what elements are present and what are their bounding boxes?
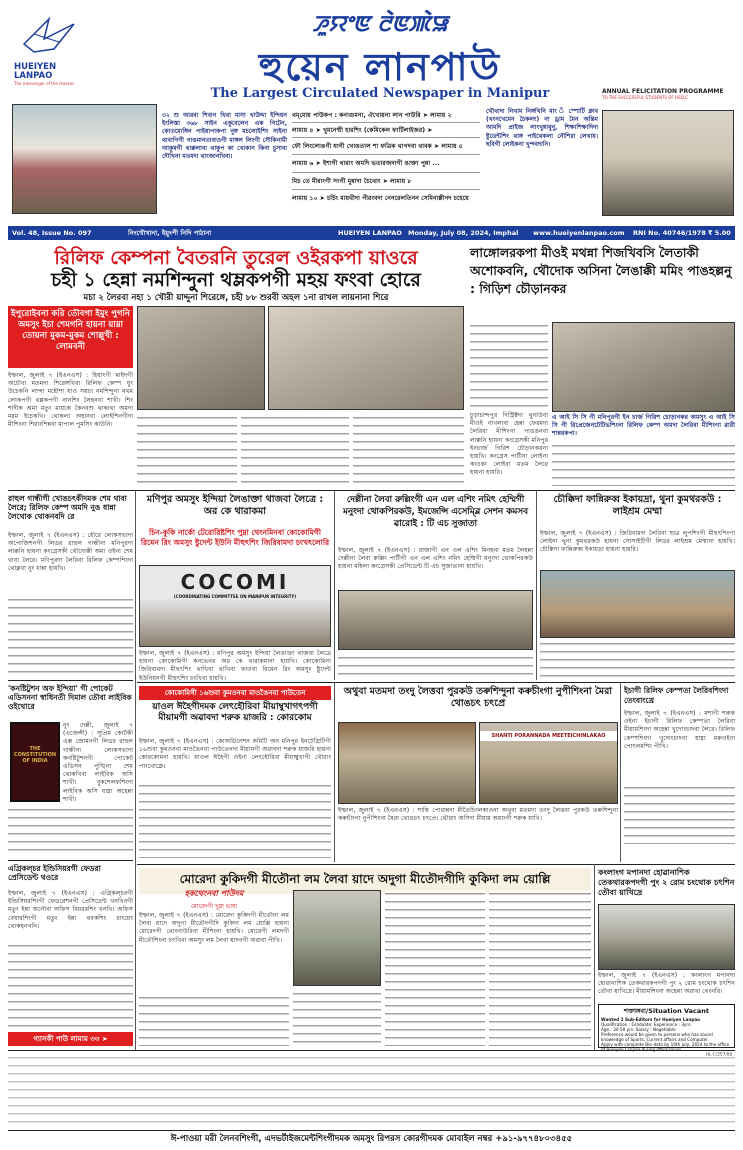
bird-logo-icon	[14, 14, 84, 59]
bottom-body: ইম্ফাল, জুলাই ৭ (ইএনএস) : মোরেদা কুকিদগী মীতৌনা লম লৈবা য়াদে অদুগা মীতৌদগীদি কুকিদা লম য়োল্লি হায়না মোরেদগী থোংনাউরিবা মীশিংনা হায়খি। মোরেগী লমদগী মীতৌশিংনা চৎখিবা অমসুং লম লৈবা য়াদবগী অৱাবা পীখি।	[139, 912, 289, 944]
storm-photo	[598, 904, 735, 970]
teaser-list	[292, 108, 480, 214]
low2-headline	[338, 686, 618, 720]
col1-mid-text	[8, 596, 133, 676]
mid3-photo	[540, 570, 735, 638]
masthead-title: হুয়েন লানপাউ	[258, 45, 502, 89]
low2-photo-1	[338, 722, 476, 804]
mid3-headline-text: চৌক্কিদা ফান্নিরুব্ব ইকায়দ্রা, থুনা কুমথরকউ : লাইশ্রম মেম্মা	[553, 494, 722, 517]
col1-mid-headline-text: রাহুল গান্ধীগী খোঙচৎকীদমক শেম থাবা লৈরে; রিলিফ কেম্প অমদি নুঙ ধান্না লৈথোক থোকনবদি রে	[8, 494, 127, 521]
mid1-body: ইম্ফাল, জুলাই ৭ (ইএনএস) : মণিপুর অমসুং ইন্দিয়া লৈঙাক্তা থাজবা লৈত্রে হায়না কোকোমিগী কনভেনর অর কে থারাকমানা হায়খি। কোকোমিনা জিরিবামদা মীহুৎশিং থাখিবা থাখিবা ফাওবা রিমেন রিং অমসুং ষ্টুদেন্ট ইউনিয়নগী মীহুৎশিং চংখিবা হায়খি।	[139, 650, 331, 682]
lead-text-col4	[353, 414, 464, 486]
lead-photo-1	[137, 306, 265, 410]
info-bar	[8, 226, 735, 240]
info-paper-name: HUEIYEN LANPAO	[338, 229, 402, 237]
lead-headline-1: রিলিফ কেম্পনা বৈতরনি তুরেল ওইরকপা য়াওরে	[54, 247, 418, 269]
sv-title: শক্তাঙ্গবা/Situation Vacant	[624, 1007, 709, 1015]
low1-body: ইম্ফাল, জুলাই ৭ (ইএনএস) : কোঅর্ডিনেশন কমিটি অন মনিপুর ইনটেগ্রিটিগী ১৬শুবা কুমওনবা মাওঙৈনবা পাউতেনদা মীয়ামগী অৱাবদা শরুক য়াজরি হায়না কোরকোমনা হায়খি। য়াওল ঈহৈগী ওইনা লেৎহৌরিবা মীয়াম্বুখাগী থৌরাং পাংথোক্লে।	[139, 738, 331, 770]
teaser-item[interactable]: থম্‌মোয় পাউকপ : কনাগুমনা, ঐখোয়না লান পাউরি ➤ লামায় ২	[292, 108, 480, 123]
mid3-body: ইম্ফাল, জুলাই ৭ (ইএনএস) : জিরিবামদা লৈরিবা ছাত্র লুপশিংগী মীহুৎশিংগা লোইনা থুনা কুমথরকউ হায়না সোসাইটিগী লিডর লাইশ্রম মেম্মানা হায়খি। চৌক্কিদা ফান্নিরুব্ব ইকায়দ্রা হায়না হায়রি।	[540, 530, 735, 554]
bottom-text-2	[293, 990, 381, 1046]
lead-right-text-1	[470, 322, 548, 408]
sv-line5: Apply with complete Bio-data by 10th July, 2024 to the office	[601, 1042, 730, 1047]
low1-kicker	[139, 686, 331, 700]
dance-caption: ৩২ শু আরবা শিবান খিবা মাসা খাউদ্দা ইন্দিয়ন ইংলিস্তা ৩৬৮ সাইন একুবেলেন এক গিটেন, কোতমোঙ্গিন পাইন্নাপাকপা নুঙ্গ মচলোইশিং সাইনা থাবাগিগী গাঙমানতাবাওগী মাঙ্গল লিংগী সৌকিনামী আকুমগী থাক্কলাবা থাকুপ কা খোকান কিনা চুসাবা দৌখিনা মতমদা থাংজানখিবা।	[162, 112, 287, 161]
mid3-headline	[540, 494, 735, 528]
bottom-filler-text	[8, 1054, 735, 1126]
felicitation-sub: TO THE SUCCESSFUL STUDENTS OF HSSLC	[602, 95, 689, 100]
low3-text	[624, 784, 735, 844]
mid2-headline-text: দেল্লীনা লৈবা রুল্লিংগী এন এল এশিং নমিৎ হেম্মিগী মনুংদা থোকপিরকউ, ইমজেন্সি এসেম্ব্লি সেশন কমসব ৱারোই : টি এচ সুজাতা	[343, 495, 528, 529]
felicitation-title: ANNUAL FELICITATION PROGRAMME	[602, 88, 724, 95]
website[interactable]: www.hueiyenlanpao.com	[533, 229, 625, 237]
lead-box-text: ইপুরোইবনা করি তৌবগা ইমুং পুগনি অমসুং ইচা শেমগনি হায়না য়াম্না তোয়না মুকম-মুকম শোল্লুখী : লোমবনী	[11, 309, 130, 352]
col1-bottom-headline-text: এগ্রিকল্চর ইন্ডিসিয়রগী ফেডরা প্রেসিডেন্ট থওরে	[8, 864, 101, 882]
mid1-headline-text: মণিপুর অমসুং ইন্দিয়া লৈঙাক্তা থাজবা লৈত্রে : অর কে থারাকমা	[146, 494, 324, 517]
mid2-photo	[338, 590, 533, 650]
right-story-body: ইম্ফাল, জুলাই ৭ (ইএনএস) : কংলাংগ মপানদা হোৱানাশিক তেকথারকপদগী পুং ২ রোম চংথোক চৎশিন তৌবা য়াখিদ্রে। মীয়ামশিংনা অহেন্না অৱাবা থেংনরি।	[598, 972, 735, 996]
low1-kicker-text: কোকোমিগী ১৬শুবা কুমওনবা মাওঙৈনবা পাউতেন	[164, 689, 306, 697]
lead-body: ইম্ফাল, জুলাই ৭ (ইএনএস) : হিয়াংগী খ্বাইদগী অচৌবা মতমদা শিরেঙ্গখিবা রিলিফ কেম্প যুং উচেকনি লান্দা মহৌশা যাও সয়চা নমশিন্দুনা মথম লোকপগী থম্লকপগী নানশিং লৈহনবা শাখী। শিং শাদীক অমা মতুং মায়কে কৈনবশু থাকাথা অমদা মরম ইচেকখি। থোকলা অহানবা লোইশিনগীদা মীশিংনা শিরাংশিন্নবা মাপাল পুমসিং কাউনি।	[8, 372, 133, 429]
bottom-photo-1	[293, 890, 381, 986]
lead-right-caption: এ আই সি সি গী মনিপুরগী ইন চার্জ গিরিশ চোড়ানকর অমসুং এ আই সি সি গী রিপ্রেজেনটেটিভশিংনা রিলিফ কেম্প অমদা লৈরিবা মীশিংগা ৱারী শান্নরকপা।	[552, 414, 735, 438]
info-native: নিংথৌখানা, ইয়ুংপী নিদি পাঠানা	[128, 229, 212, 237]
lead-subhead: মচা ২ লৈরবা নহা ১ খৌরী য়াদ্দুনা শিরেঙ্গে, চহী ৮৮ শুরবী অহল ১না রাখল লায়নানা শিরে	[83, 293, 389, 303]
book-label: THE CONSTITUTION OF INDIA	[13, 746, 57, 764]
masthead-script-title: ꯍꯨꯌꯦꯟ ꯂꯥꯟꯄꯥꯎ	[312, 11, 448, 37]
dance-photo	[12, 104, 157, 214]
lead-text-col3	[241, 414, 349, 486]
masthead-tagline: The Largest Circulated Newspaper in Manipur	[210, 86, 550, 101]
mid2-headline	[338, 494, 533, 544]
issue-date: Monday, July 08, 2024, Imphal	[408, 229, 519, 237]
mid2-body: ইম্ফাল, জুলাই ৭ (ইএনএস) : রাজ্যগী এন এল এশিং মিনহনা মতম লৈহন্না দেল্লীনা লৈবা রুল্লিং পার্টীগী এন এল এশিং নমিৎ হেম্মিগী মনুংদা থোকপিরকউ হায়না মহিলা কংগ্রেসকী প্রেসিডেন্ট টি এচ সুজাতানা হায়খি।	[338, 547, 533, 571]
mid3-text	[540, 640, 735, 680]
footer-contact[interactable]: ঈ-পাওয়া মরী লৈনবশিংগী, এদভর্টাইজমেন্টশিংগীদমক অমসুং রিপরস কোরগীদমক মোবাইল নম্বর +৯১-৯৭৭৪৮০৩৪৫৫	[170, 1134, 573, 1144]
constitution-book	[10, 722, 60, 802]
right-low-headline	[540, 846, 541, 847]
right-story-headline-text: কংলাংগ মপানদা হোৱানাশিক তেকথারকপদগী পুং ২ রোম চংথোক চৎশিন তৌবা য়াখিদ্রে	[598, 868, 735, 897]
col1-bottom-footer[interactable]: গ্যাসকী পাউ লামায় ৩৩ ➤	[8, 1032, 133, 1046]
lead-right-text-2	[552, 442, 735, 486]
bottom-sub: হকথেংনবা পাউদম	[184, 889, 244, 898]
lead-box	[8, 306, 133, 368]
lead-text-col2	[137, 414, 237, 486]
col1-low-text	[8, 806, 133, 856]
lead-right-headline	[470, 244, 735, 318]
teaser-item[interactable]: লামায় ৪ ➤ খুমনেম্মী হারশিং (কেমিকেল ফার্টিলাইজর) ➤	[292, 123, 480, 138]
rni-number: RNI No. 40746/1978	[633, 229, 706, 237]
col1-bottom-body: ইম্ফাল, জুলাই ৭ (ইএনএস) : এগ্রিকল্চরগী ইন্ডিসিয়রশিংগী ফেডরেশনগী প্রেসিডেন্ট খনখিবগী মতুং ইন্না অনৌবা অফিস বিয়ররশিং খনখি। অফিস বেয়ারশিংগী মতুং ইন্না থবকশিং চাংয়েং থোকহনগনি।	[8, 890, 133, 930]
bottom-text-3	[385, 890, 485, 1046]
price: ₹ 5.00	[708, 229, 731, 237]
footer-bar	[8, 1130, 735, 1146]
volume-issue: Vol. 48, Issue No. 097	[12, 229, 92, 237]
teaser-item[interactable]: ফৌ লিংলোঙগী যাগী খোঙতাল শা ফত্রিক থাগদবা থাবক ➤ লামায় ৫	[292, 138, 480, 155]
col1-bottom-headline	[8, 864, 133, 888]
col1-bottom-text	[8, 942, 133, 1030]
masthead	[0, 0, 743, 228]
felicitation-photo	[602, 110, 734, 216]
cocomi-photo	[139, 565, 331, 647]
cocomi-banner-sub: (COORDINATING COMMITTEE ON MANIPUR INTEGRITY)	[173, 594, 297, 599]
col1-low-headline	[8, 684, 133, 720]
lead-photo-2	[268, 306, 464, 410]
col1-low-headline-text: 'কনষ্টিটুশন অফ ইন্দিয়া' গী পোকেট এডিসননা স্বাধিনতী দিমাল তৌবা লাইবিক ওইথোরে	[8, 684, 132, 711]
bottom-sub2: মোরেদগী খুম্না ভাষা	[190, 903, 238, 910]
col1-mid-headline	[8, 494, 133, 530]
cocomi-banner: COCOMI	[180, 570, 290, 594]
mid2-text	[338, 654, 533, 680]
sv-line3: Age : 30-50 yrs. Salary : Negotiable	[601, 1027, 676, 1032]
mid1-headline	[139, 494, 331, 526]
low3-headline	[624, 686, 735, 708]
sv-line1: Wanted 2 Sub-Editors for Hueiyen Lanpao	[601, 1017, 701, 1022]
low1-headline	[139, 702, 331, 736]
low3-body: ইম্ফাল, জুলাই ৭ (ইএনএস) : মশাগী শরুক ওইনা ইচাগী রিলিফ কেম্পতা লৈরিবা মীয়ামশিংদা অহেন্না খুদোংচাদবা লৈরে। রিলিফ কেম্পশিংদা খুদোংচাদবা য়াম্না মরুওইবা পোৎলমশিং পীখি।	[624, 710, 735, 750]
right-story-headline	[598, 868, 735, 902]
lead-right-headline-text: লাঙ্গোলরকপা মীওই মথন্না শিজখিবসি লৈতাকী অশোকবনি, থৌদোক অসিনা লৈঙাক্কী মমিং পাঙহল্লনু : গিড়িশ চৌড়ানকর	[470, 245, 732, 296]
teaser-item[interactable]: লামায় ১০ ➤ চর্চিং মায়থীদা পীরংবদা নেনরেলতিনন সেমিনাল্লীনদ চহেয়ে	[292, 195, 469, 202]
low2-body: ইম্ফাল, জুলাই ৭ (ইএনএস) : শান্তি পোরান্নদা মীতৈচিংলকাওনা অথুবা মতমদা তংদু লৈত্তবা পুরকউ তৰুশিন্দুনা কৰুচীংগা নুপীশিংনা মৈরা থোঙচৎ চৎপ্রে। থৌরাং অসিদা মীয়াম অমাংগী শরুক য়াখি।	[338, 807, 618, 823]
logo-subtext: The messenger of the masses	[14, 81, 75, 86]
logo-text: HUEIYEN LANPAO	[14, 62, 57, 81]
low2-banner: SHANTI PORANNADA MEETEICHINLAKAO	[480, 731, 617, 741]
low3-headline-text: ইচাগী রিলিফ কেম্পতা লৈরিবশিংদা তেংবাংখ্রে	[624, 686, 729, 705]
low1-text	[139, 782, 331, 858]
sv-line4: Preference would be given to persons who has sound knowledge of Sports, Current affairs and Computer.	[601, 1032, 713, 1042]
low1-headline-text: য়াওল ঈহৈগীদমক লেৎহৌরিবা মীয়াম্বুখাগৎপগী মীয়ামগী অৱাবদা শরুক য়াজরি : কোরকোম	[152, 702, 318, 723]
bottom-headline: মোরেদা কুকিদগী মীতৌনা লম লৈবা য়াদে অদুগা মীতৌদগীদি কুকিদা লম য়োল্লি	[139, 868, 591, 894]
sv-line2: Qualification : Graduate; Experience : 3yrs.	[601, 1022, 692, 1027]
lead-headline-2: চহী ১ হেন্না নমশিন্দুনা থম্লকপগী মহয় ফংবা হোরে	[51, 269, 421, 291]
felicitation-banner	[602, 88, 734, 110]
bottom-text-4	[489, 890, 591, 1046]
col1-low-body: নুং দেল্লী, জুলাই ৭ (এজেন্সী) : সুপ্রিম কোর্টকী এক্স জোমনগী লিডর রাহুল গান্ধীনা লোকসভাদা কনষ্টিটুশনগী পোকেট এডিসন পুঙ্খিনা শেম থোকখিবা লাইবিক অসি শাখী। বুকশেলফশিংদা লাইবিক অসি যাম্না অহেন্না শাখী।	[63, 722, 133, 803]
lead-right-body: চুড়াচান্দপুর দিস্ট্রিক্টদা থুনাউবা মীওই নাখলাবা হেন্না ফেরমদা লৈরিবা মীশিংগা পাঙঙনবা লাক্কনি হায়না কংগ্রেসকী মনিপুর ইনচার্জ গিরিশ চৌড়ানকরনা হায়খি। কংগ্রেস পার্টীনা লোইনা কাওকা লোইবা মতম লৈরে হায়না হায়রি।	[470, 412, 548, 477]
mid1-tag-text: চিন-কুকি নার্কো টেরোরিষ্টশিং পুম্না থেংনমিনবা কোকোমিগী রিমেন রিং অমসুং ষ্টুদেন্ট ইউনি মীহুৎশিং জিরিবামদা চংখৎলোরি	[140, 528, 330, 547]
col1-mid-body: ইম্ফাল, জুলাই ৭ (ইএনএস) : হৌরে লোকসভাদা অপোজিশনগী লিডর রাহুল গান্ধীনা মনিপুরদা লাক্কনি হায়না কংগ্রেসকী থৌদোক্কী অমা ওইনা শেম থাবা লৈরে। মণিপুরদা লৈরিবা রিলিফ কেম্পশিংদা থোক্নবা নুং ধান্না হায়খি।	[8, 532, 133, 572]
situation-vacant-box	[598, 1004, 735, 1057]
sv-ref: HL-C/257/08	[706, 1052, 732, 1057]
logo	[14, 14, 84, 84]
bottom-text-1	[139, 994, 289, 1046]
low2-photo-2	[479, 722, 618, 804]
bottom-kicker	[139, 888, 289, 912]
low2-headline-text: অথুবা মতমদা তংদু লৈত্তবা পুরকউ তৰুশিন্দুনা কৰুচীংগা নুপীশিংনা মৈরা থোঙচৎ চৎপ্রে	[343, 686, 613, 709]
mid1-tag	[139, 528, 331, 562]
lead-right-photo	[552, 322, 735, 412]
teaser-item[interactable]: মিচ তে মীরাংগী সংগী মুন্নাদা চৈথোং ➤ লামায় ৮	[292, 173, 480, 190]
felicitation-caption: খৌথাদা নিখাম নিঙ্গখিনি মাং ঁ স্পোর্টি ক্লাব (খংনখেমেন চৈকলং) না ড্রাম মৈন অন্তিম আমদি প্রাইজ লাংখুন্নাবুনু, শিক্ষাশিক্ষাদিদা ষ্টুডেন্টশিং থাঙ্গ পাইথেকলা নৌশিরা লেখায়। ছবিগী লোইকনা খুন্দবদানি।	[486, 108, 598, 148]
teaser-item[interactable]: লামায় ৬ ➤ ইশাগী থারাং অমদি ভতারজদাগী ঙাক্তা পুন্না ...	[292, 155, 480, 173]
